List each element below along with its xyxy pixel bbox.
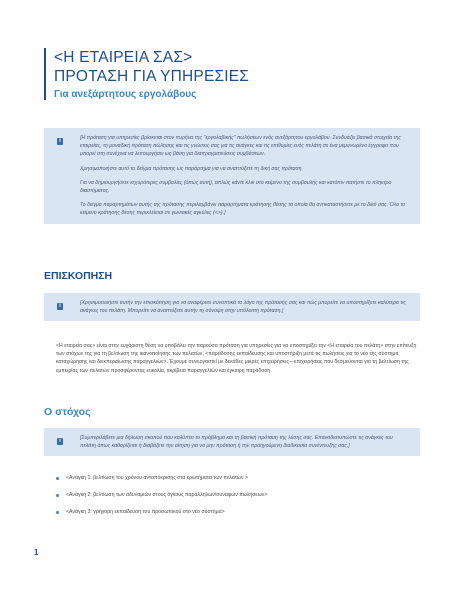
page-number: 1 xyxy=(34,548,39,557)
intro-tip-box xyxy=(44,128,420,224)
company-name: <Η ΕΤΑΙΡΕΙΑ ΣΑΣ> xyxy=(54,49,193,66)
list-item: <Ανάγκη 1: βελτίωση του χρόνου ανταπόκρισης στα ερωτήματα των πελατών > xyxy=(56,474,418,482)
info-icon: i xyxy=(57,303,63,310)
tip-paragraph: Το δείγμα παραρτημάτων αυτής της πρότασης περιλαμβάνει παραρτήματα κράτησης θέσης τα οποία θα αντικαταστήσετε με το δικό σας. Όλο το κείμενο κράτησης θέσης περικλείεται σε γωνιακές αγκύλες (<>).] xyxy=(80,202,406,217)
objective-heading: Ο στόχος xyxy=(44,406,91,418)
tip-paragraph: [Η πρόταση για υπηρεσίες βρίσκεται στον πυρήνα της "εργολαβικής" πωλήσεων ενός ανεξάρτητου εργολάβου. Συνδυάζει βασικά στοιχεία της εταιρείας, τη μοναδική πρόταση πώλησης και τις γνώσεις σας για τις ανάγκες και τις επιθυμίες ενός πελάτη σε ένα μεμονωμένο έγγραφο που μπορεί στη συνέχεια να λειτουργήσει ως βάση για διαπραγματεύσεις συμβάσεων. xyxy=(80,135,401,158)
overview-tip-box xyxy=(44,293,420,321)
objective-tip-box xyxy=(44,428,420,456)
tip-paragraph: Χρησιμοποιήστε αυτό το δείγμα πρότασης ως παράρτημα για να αναπτύξετε τη δική σας πρόταση. xyxy=(80,165,303,172)
list-item: <Ανάγκη 3: γρήγορη εκπαίδευση του προσωπικού στο νέο σύστημα> xyxy=(56,508,418,516)
document-title: ΠΡΟΤΑΣΗ ΓΙΑ ΥΠΗΡΕΣΙΕΣ xyxy=(54,68,250,85)
tip-paragraph: [Χρησιμοποιήστε αυτήν την επισκόπηση για να αναφέρετε συνοπτικά το λόγο της πρότασής σας και πώς μπορείτε να υποστηρίξετε καλύτερα τις ανάγκες του πελάτη. Μπορείτε να αναπτύξετε αυτήν τη σύνοψη στην υπόλοιπη πρόταση.] xyxy=(80,300,406,315)
overview-body: <Η εταιρεία σας> είναι στην ευχάριστη θέση να υποβάλει την παρούσα πρόταση για υπηρεσίες για να υποστηρίξει την <Η εταιρεία του πελάτη> στην επίτευξη των στόχων της για τη βελτίωση της ικανοποίησης των πελατών, <παράδοσης εκπαίδευσης και υποστήριξη μετά τις πωλήσεις για το νέο της σύστημα καταχώρησης και διεκπεραίωσης παραγγελιών>. Έχουμε συνεργαστεί με δεκάδες μικρές επιχειρήσεις—επιχειρήσεις που δεσμεύονται για τη βελτίωση της εμπειρίας των πελατών προσφέροντας ευκολία, ακρίβεια παραγγελιών και έγκαιρη παράδοση. xyxy=(56,343,417,374)
tip-paragraph: Για να δημιουργήσετε ισχυρότερες συμβολίες (όπως αυτή), απλώς κάντε κλικ στο κείμενο της συμβουλής και κατόπιν πατήστε το πλήκτρο διαστήματος. xyxy=(80,179,392,195)
document-subtitle: Για ανεξάρτητους εργολάβους xyxy=(54,89,197,100)
list-item: <Ανάγκη 2: βελτίωση των αδυναμιών στους όγκους παράλληλων/συναφών πωλήσεων> xyxy=(56,491,418,499)
header-accent-bar xyxy=(44,48,46,100)
info-icon: i xyxy=(57,138,63,145)
info-icon: i xyxy=(57,438,63,445)
overview-heading: ΕΠΙΣΚΟΠΗΣΗ xyxy=(44,270,113,282)
needs-list xyxy=(56,474,418,525)
document-header xyxy=(44,48,424,100)
tip-paragraph: [Συμπεριλάβετε μια δήλωση σκοπού που καλύπτει το πρόβλημα και τη βασική πρόταση της λύσης σας. Επαναδιατυπώστε τις ανάγκες του πελάτη όπως καθορίζεται ή διαβάζετε την αίτηση για να μην πρόταση ή την προηγούμενη διαδικασία συνέντευξης σας.] xyxy=(80,435,393,450)
